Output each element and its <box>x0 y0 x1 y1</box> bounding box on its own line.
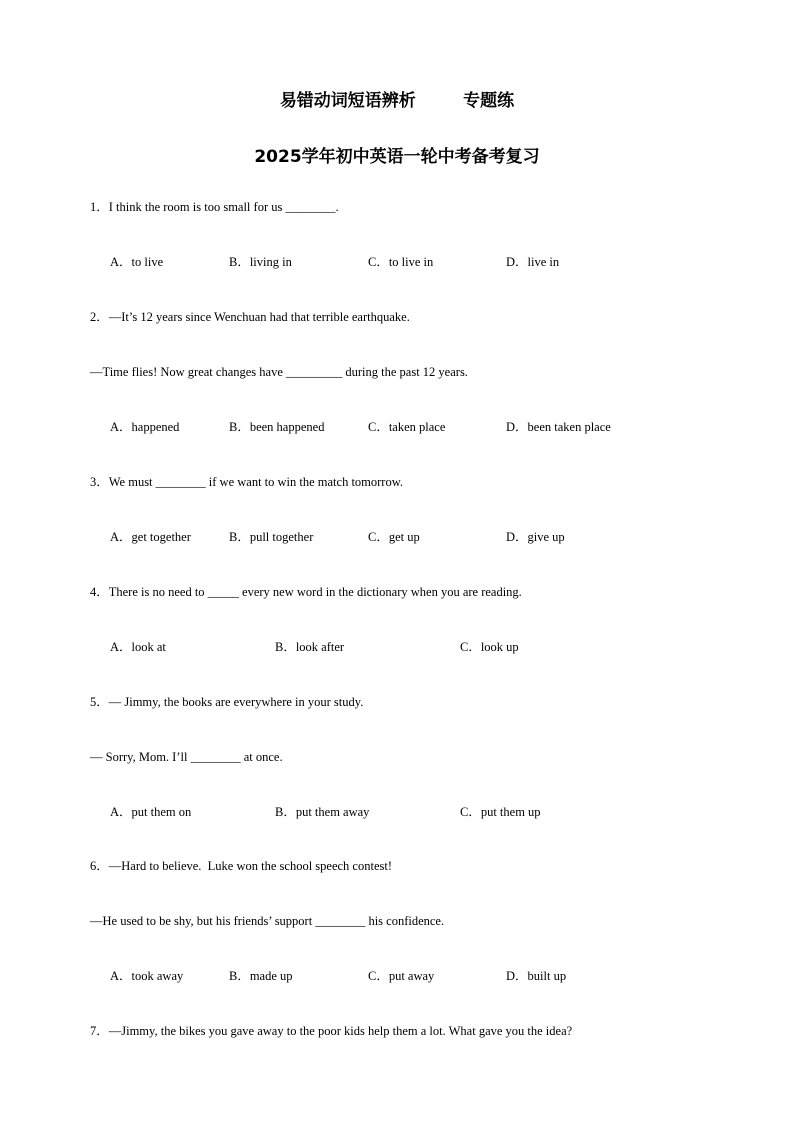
question-3-option-a: A．get together <box>110 530 191 544</box>
document-title: 易错动词短语辨析 专题练 <box>279 91 515 111</box>
question-6-option-a: A．took away <box>110 969 184 983</box>
question-1-option-a: A．to live <box>110 255 164 269</box>
question-6-stem-line-1: 6．—Hard to believe. Luke won the school speech contest! <box>90 859 392 873</box>
document-subtitle: 2025学年初中英语一轮中考备考复习 <box>254 147 540 167</box>
question-5-option-b: B．put them away <box>275 805 370 819</box>
question-6-stem-line-2: —He used to be shy, but his friends’ support ________ his confidence. <box>90 914 445 928</box>
question-6-option-c: C．put away <box>368 969 435 983</box>
question-1-option-b: B．living in <box>229 255 292 269</box>
question-6-option-d: D．built up <box>506 969 567 983</box>
question-3-stem: 3．We must ________ if we want to win the match tomorrow. <box>90 475 404 489</box>
question-2-option-b: B．been happened <box>229 420 325 434</box>
question-2-option-a: A．happened <box>110 420 180 434</box>
question-2-option-d: D．been taken place <box>506 420 611 434</box>
question-2-option-c: C．taken place <box>368 420 446 434</box>
question-3-option-c: C．get up <box>368 530 420 544</box>
question-5-stem-line-1: 5．— Jimmy, the books are everywhere in your study. <box>90 695 364 709</box>
question-6-option-b: B．made up <box>229 969 293 983</box>
question-4-option-c: C．look up <box>460 640 519 654</box>
question-7-stem: 7．—Jimmy, the bikes you gave away to the poor kids help them a lot. What gave you the idea? <box>90 1024 573 1038</box>
question-1-option-c: C．to live in <box>368 255 434 269</box>
question-1-option-d: D．live in <box>506 255 560 269</box>
question-2-stem-line-2: —Time flies! Now great changes have _________ during the past 12 years. <box>90 365 468 379</box>
question-5-stem-line-2: — Sorry, Mom. I’ll ________ at once. <box>90 750 283 764</box>
question-5-option-a: A．put them on <box>110 805 192 819</box>
question-2-stem-line-1: 2．—It’s 12 years since Wenchuan had that terrible earthquake. <box>90 310 410 324</box>
question-3-option-d: D．give up <box>506 530 565 544</box>
question-1-stem: 1．I think the room is too small for us ________. <box>90 200 339 214</box>
question-4-option-b: B．look after <box>275 640 345 654</box>
question-3-option-b: B．pull together <box>229 530 314 544</box>
question-4-option-a: A．look at <box>110 640 166 654</box>
question-4-stem: 4．There is no need to _____ every new word in the dictionary when you are reading. <box>90 585 522 599</box>
question-5-option-c: C．put them up <box>460 805 541 819</box>
